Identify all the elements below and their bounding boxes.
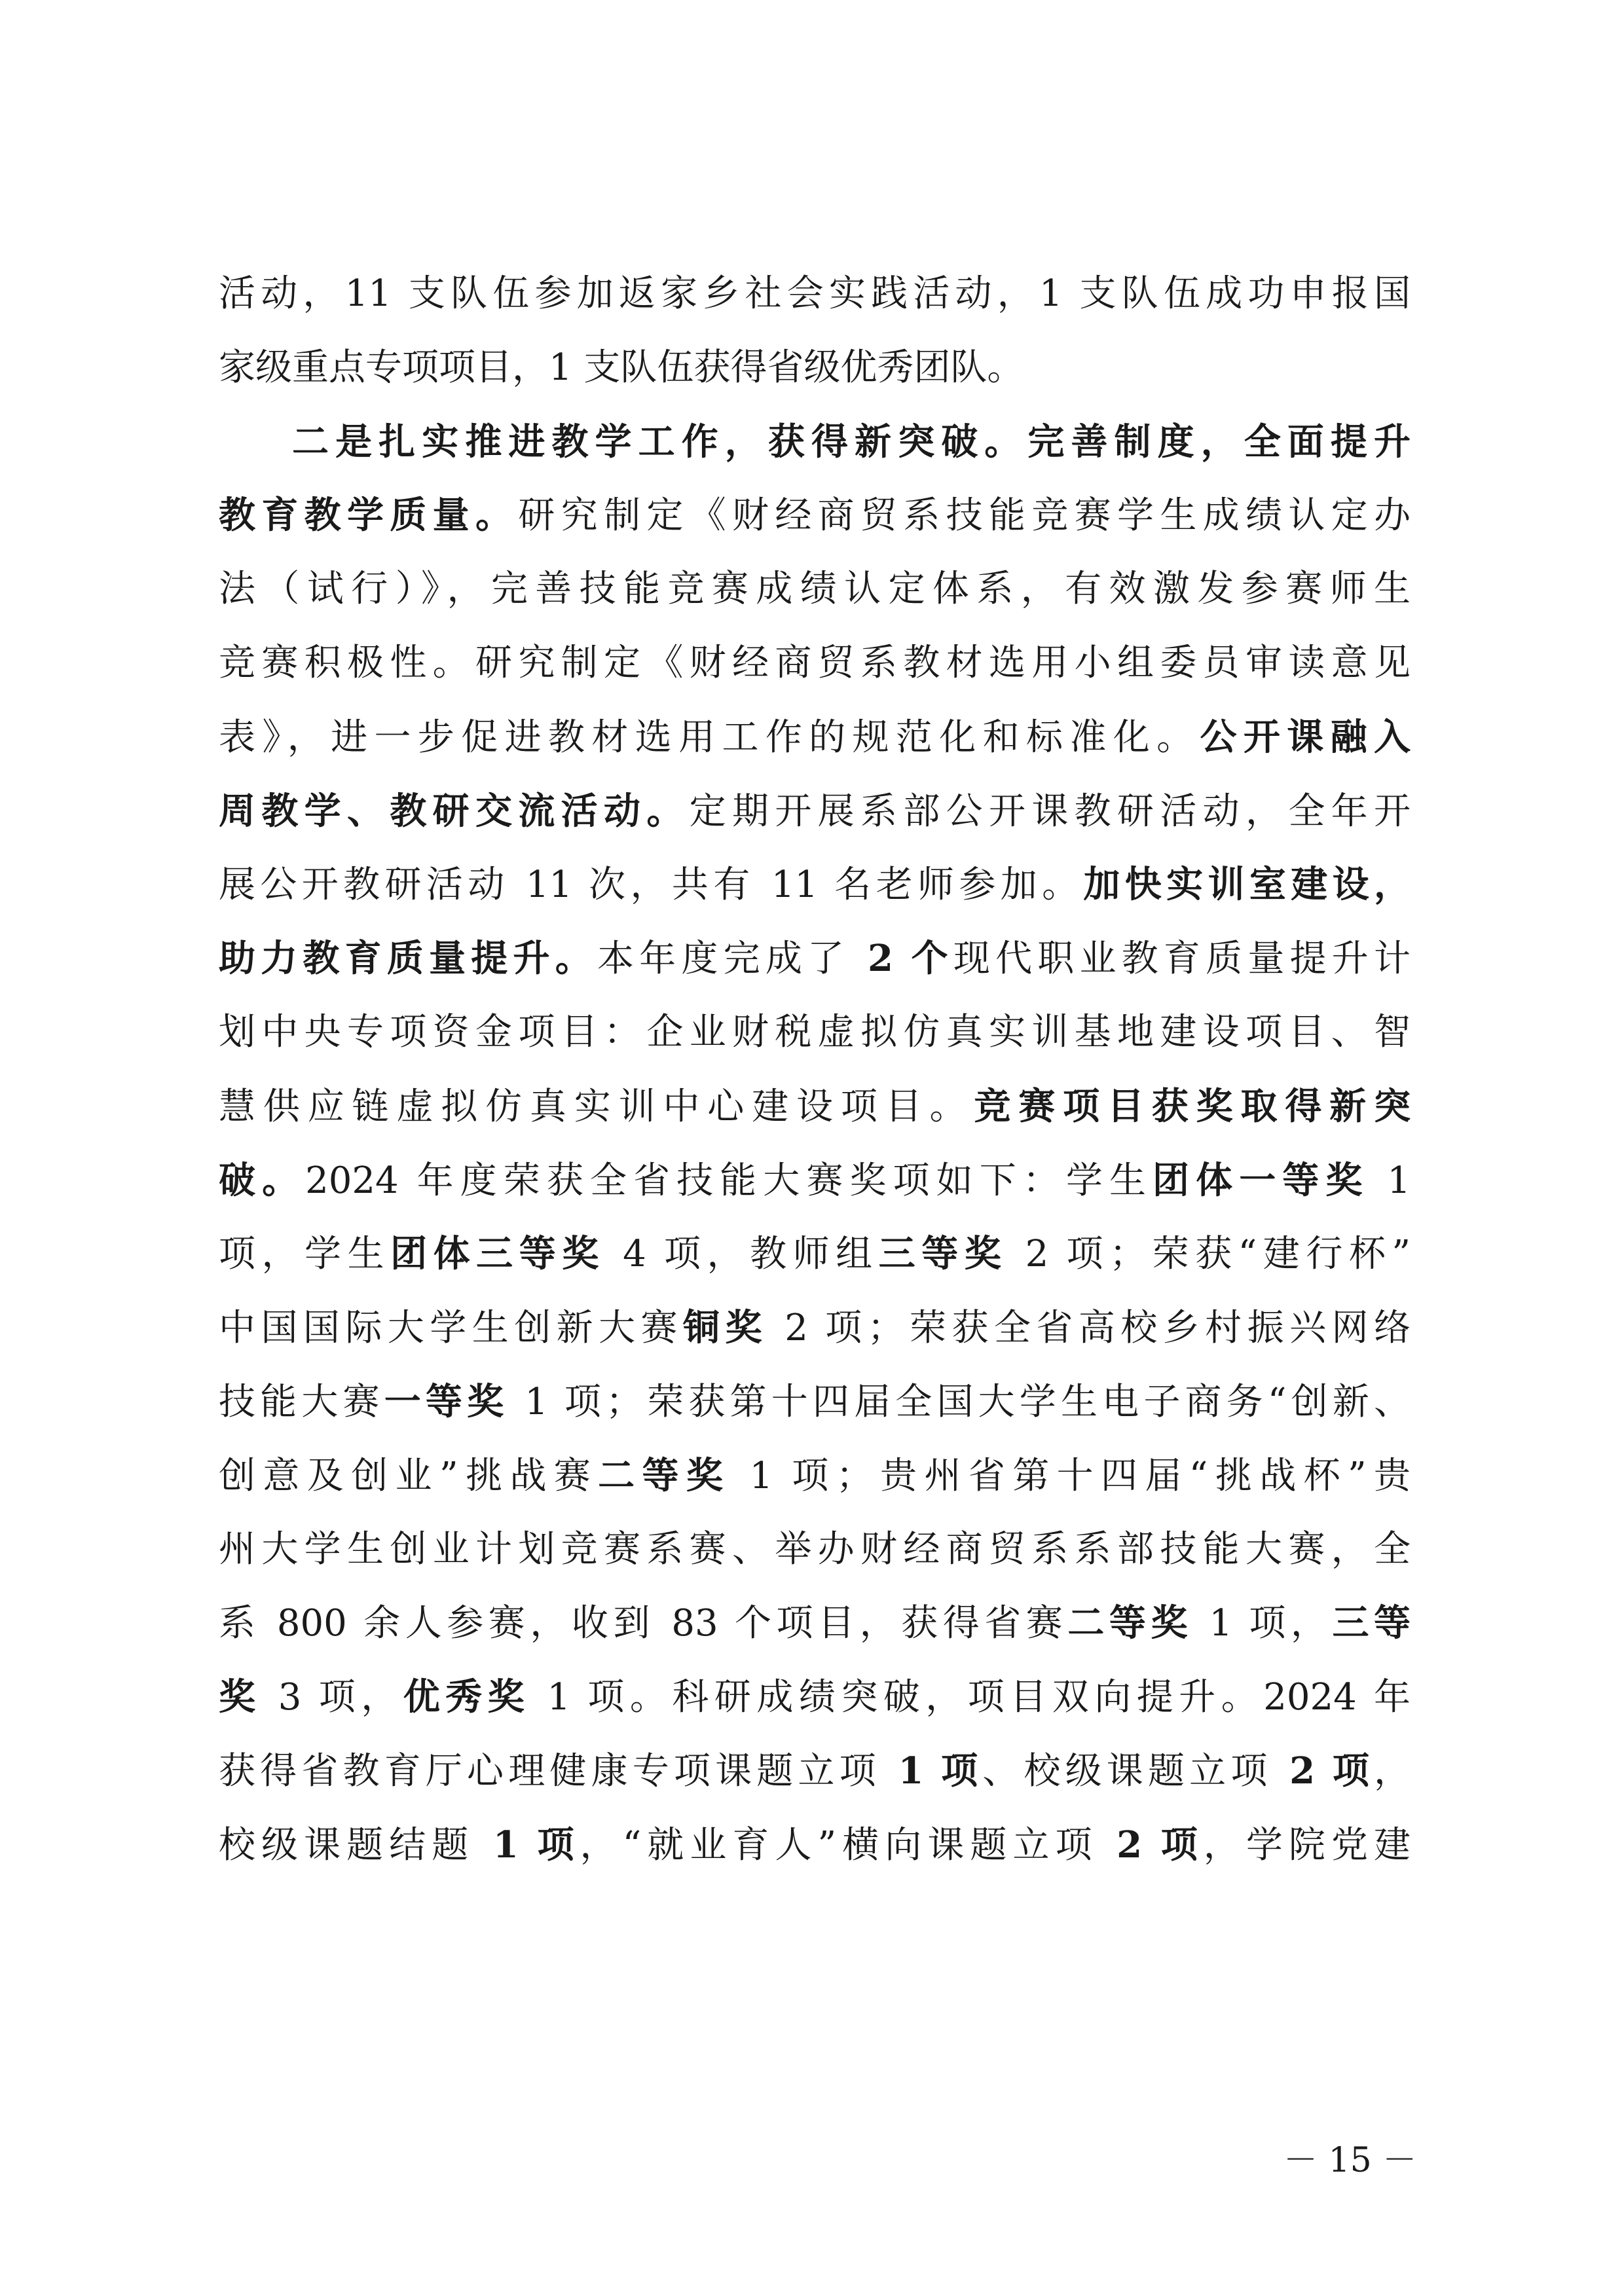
bold-text-segment: 三等: [1332, 1601, 1411, 1645]
text-segment: 项，学生: [219, 1233, 391, 1276]
bold-text-segment: 教育教学质量。: [219, 494, 519, 538]
bold-text-segment: 2 个: [849, 937, 953, 981]
text-segment: 2024 年度荣获全省技能大赛奖项如下：学生: [305, 1159, 1153, 1202]
text-line: [219, 1365, 1411, 1438]
bold-text-segment: 加快实训室建设，: [1083, 863, 1411, 907]
text-segment: 1 项；荣获第十四届全国大学生电子商务“创新、: [508, 1381, 1411, 1423]
text-segment: 创意及创业”挑战赛: [219, 1454, 599, 1497]
bold-text-segment: 2 项: [1098, 1823, 1204, 1867]
bold-text-segment: 一等奖: [384, 1380, 509, 1423]
text-line: [219, 1660, 1411, 1734]
text-segment: 研究制定《财经商贸系技能竞赛学生成绩认定办: [518, 494, 1411, 538]
bold-text-segment: 二等奖: [598, 1453, 731, 1497]
text-line: [292, 405, 1411, 479]
text-line: [219, 1586, 1411, 1660]
text-line: [219, 848, 1411, 921]
text-segment: 表》，进一步促进教材选用工作的规范化和标准化。: [219, 716, 1200, 759]
page-number: － 15 －: [1283, 2141, 1417, 2180]
text-segment: 获得省教育厅心理健康专项课题立项: [219, 1750, 881, 1793]
text-segment: 活动，11 支队伍参加返家乡社会实践活动，1 支队伍成功申报国: [219, 272, 1411, 315]
text-segment: 系 800 余人参赛，收到 83 个项目，获得省赛: [219, 1602, 1068, 1645]
bold-text-segment: 团体三等奖: [390, 1232, 605, 1276]
text-segment: 技能大赛: [219, 1381, 384, 1423]
text-line: [219, 996, 1411, 1069]
bold-text-segment: 破。: [219, 1158, 306, 1202]
bold-text-segment: 三等奖: [878, 1232, 1008, 1276]
text-segment: 慧供应链虚拟仿真实训中心建设项目。: [219, 1085, 974, 1128]
bold-text-segment: 1 项: [474, 1823, 580, 1867]
text-line: [219, 1144, 1411, 1217]
text-segment: 1 项，: [1192, 1602, 1333, 1645]
bold-text-segment: 铜奖: [683, 1306, 767, 1350]
text-segment: 划中央专项资金项目：企业财税虚拟仿真实训基地建设项目、智: [219, 1011, 1411, 1053]
bold-text-segment: 1 项: [880, 1749, 983, 1793]
text-line: [219, 1734, 1411, 1808]
bold-text-segment: 二等奖: [1067, 1601, 1193, 1645]
bold-text-segment: 二是扎实推进教学工作，获得新突破。完善制度，全面提升: [292, 420, 1411, 464]
text-segment: 1: [1369, 1159, 1411, 1202]
text-segment: 法（试行）》，完善技能竞赛成绩认定体系，有效激发参赛师生: [219, 568, 1411, 611]
text-line: [219, 1513, 1411, 1586]
text-segment: ，“就业育人”横向课题立项: [580, 1823, 1098, 1867]
text-line: [219, 701, 1411, 774]
text-line: [219, 257, 1411, 331]
text-segment: 4 项，教师组: [604, 1233, 879, 1276]
text-segment: 竞赛积极性。研究制定《财经商贸系教材选用小组委员审读意见: [219, 642, 1411, 684]
text-line: [219, 1439, 1411, 1512]
text-segment: 州大学生创业计划竞赛系赛、举办财经商贸系系部技能大赛，全: [219, 1527, 1411, 1571]
text-segment: 定期开展系部公开课教研活动，全年开: [689, 790, 1411, 833]
text-segment: 现代职业教育质量提升计: [953, 938, 1411, 981]
text-line: [219, 331, 1411, 405]
text-line: [219, 479, 1411, 552]
text-line: [219, 774, 1411, 848]
bold-text-segment: 优秀奖: [403, 1675, 530, 1719]
bold-text-segment: 2 项: [1272, 1749, 1374, 1793]
text-segment: 2 项；荣获“建行杯”: [1007, 1233, 1411, 1276]
bold-text-segment: 公开课融入: [1200, 715, 1411, 759]
text-segment: 1 项。科研成绩突破，项目双向提升。2024 年: [530, 1676, 1411, 1719]
text-segment: ，: [1374, 1750, 1411, 1793]
text-segment: 校级课题结题: [219, 1823, 475, 1867]
text-line: [219, 1070, 1411, 1143]
bold-text-segment: 助力教育质量提升。: [219, 937, 597, 981]
bold-text-segment: 竞赛项目获奖取得新突: [974, 1084, 1411, 1128]
text-line: [219, 1217, 1411, 1290]
text-segment: ，学院党建: [1203, 1823, 1411, 1867]
text-line: [219, 1808, 1411, 1882]
bold-text-segment: 周教学、教研交流活动。: [219, 789, 690, 833]
bold-text-segment: 奖: [219, 1675, 261, 1719]
text-line: [219, 627, 1411, 700]
text-segment: 本年度完成了: [597, 938, 850, 981]
text-segment: 2 项；荣获全省高校乡村振兴网络: [767, 1307, 1411, 1350]
text-segment: 3 项，: [261, 1676, 403, 1719]
text-line: [219, 1291, 1411, 1364]
text-segment: 1 项；贵州省第十四届“挑战杯”贵: [730, 1454, 1411, 1497]
text-line: [219, 922, 1411, 995]
text-segment: 家级重点专项项目，1 支队伍获得省级优秀团队。: [219, 346, 1024, 389]
text-segment: 展公开教研活动 11 次，共有 11 名老师参加。: [219, 864, 1084, 907]
text-segment: 、校级课题立项: [982, 1750, 1272, 1793]
text-line: [219, 553, 1411, 626]
text-segment: 中国国际大学生创新大赛: [219, 1307, 684, 1350]
bold-text-segment: 团体一等奖: [1153, 1158, 1369, 1202]
